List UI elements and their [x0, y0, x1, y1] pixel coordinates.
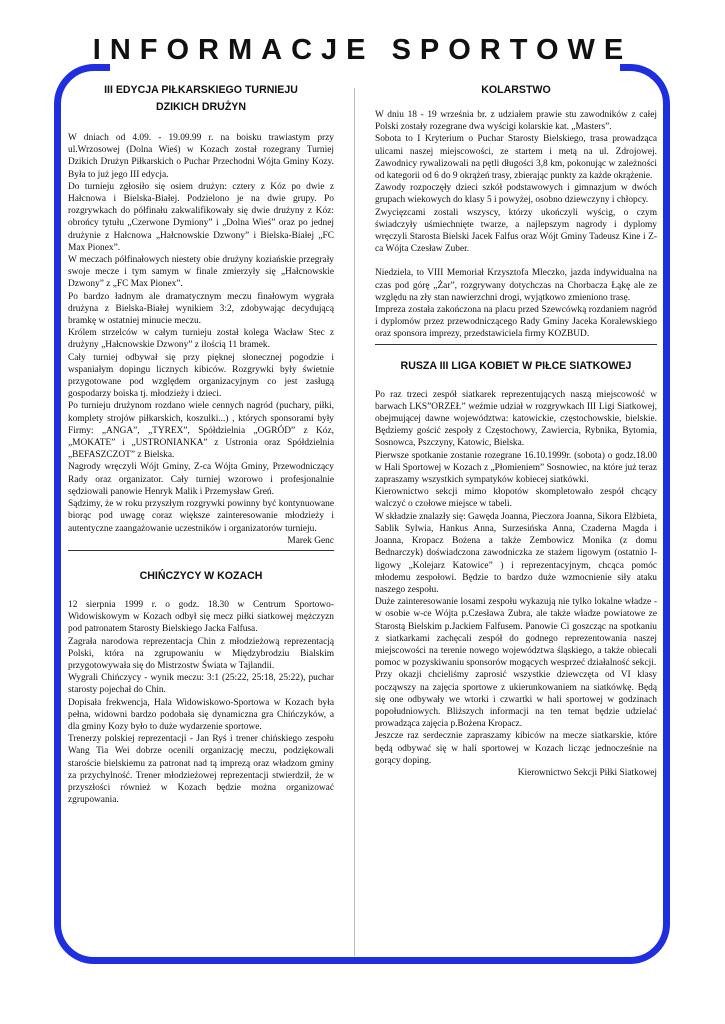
- article-heading: RUSZA III LIGA KOBIET W PIŁCE SIATKOWEJ: [400, 359, 632, 372]
- paragraph: Po raz trzeci zespół siatkarek reprezentujących naszą miejscowość w barwach LKS”ORZEŁ” weźmie udział w rozgrywkach III Ligi Siatkowej, obejmującej dawne województwa: katowickie, częstochowskie, bielskie. Będziemy gościć zespoły z Częstochowy, Zawiercia, Rybnika, Bytomia, Sosnowca, Pszczyny, Katowic, Bielska.: [375, 389, 657, 449]
- paragraph: Po bardzo ładnym ale dramatycznym meczu finałowym wygrała drużyna z Bielska-Białej wynikiem 3:2, zdobywając decydującą bramkę w ostatniej minucie meczu.: [68, 291, 334, 327]
- article-football-tournament: [68, 82, 334, 547]
- paragraph: Jeszcze raz serdecznie zapraszamy kibiców na mecze siatkarskie, które będą odbywać się w hali sportowej w Kozach licząc jednocześnie na gorący doping.: [375, 731, 657, 766]
- paragraph: Kierownictwo sekcji mimo kłopotów skompletowało zespół chcący walczyć o czołowe miejsce w tabeli.: [375, 487, 657, 510]
- paragraph: W dniu 18 - 19 września br. z udziałem prawie stu zawodników z całej Polski zostały rozegrane dwa wyścigi kolarskie kat. „Masters”.: [375, 110, 657, 133]
- paragraph: Przy okazji chcieliśmy zaprosić wszystkie dziewczęta od VI klasy począwszy na zajęcia sportowe z ukierunkowaniem na siatkówkę. Będą się one odbywały we wtorki i czwartki w hali sportowej w godzinach popołudniowych. Bliższych informacji na ten temat będzie udzielać prowadząca zajęcia p.Bożena Kropacz.: [375, 670, 657, 730]
- article-womens-volleyball: [375, 358, 657, 780]
- paragraph: Niedziela, to VIII Memoriał Krzysztofa Mleczko, jazda indywidualna na czas pod górę „Żar”, rozgrywany dotychczas na Chorbacza Łąkę ale ze względu na zły stan nawierzchni drogi, wyjątkowo zmieniono trasę.: [375, 268, 657, 303]
- paragraph: 12 sierpnia 1999 r. o godz. 18.30 w Centrum Sportowo-Widowiskowym w Kozach odbył się mecz piłki siatkowej mężczyzn pod patronatem Starosty Bielskiego Jacka Falfusa.: [68, 599, 334, 635]
- page-title: INFORMACJE SPORTOWE: [92, 34, 633, 66]
- article-cycling: [375, 82, 657, 341]
- left-column: [68, 82, 334, 806]
- article-heading: CHIŃCZYCY W KOZACH: [139, 569, 263, 582]
- spacer: [375, 99, 657, 109]
- column-divider: [354, 88, 355, 956]
- article-heading: [68, 82, 334, 116]
- spacer: [68, 585, 334, 599]
- paragraph: Zwycięzcami zostali wszyscy, którzy ukończyli wyścig, o czym świadczyły uśmiechnięte twarze, a najlepszym nagrody i dyplomy wręczyli Starosta Bielski Jacek Falfus oraz Wójt Gminy Tadeusz Kine i Z-ca Wójta Czesław Zuber.: [375, 207, 657, 255]
- article-signature: Kierownictwo Sekcji Piłki Siatkowej: [517, 767, 657, 778]
- paragraph: Pierwsze spotkanie zostanie rozegrane 16.10.1999r. (sobota) o godz.18.00 w Hali Sportowej w Kozach z „Płomieniem” Sosnowiec, na które już teraz zapraszamy wszystkich sympatyków kobiecej siatkówki.: [375, 450, 657, 486]
- spacer: [375, 348, 657, 358]
- article-separator: [375, 344, 657, 345]
- heading-line-2: DZIKICH DRUŻYN: [155, 101, 247, 113]
- article-signature: Marek Genc: [287, 535, 334, 546]
- paragraph: W składzie znalazły się: Gawęda Joanna, Pieczora Joanna, Sikora Elżbieta, Sablik Sylwia, Hankus Anna, Surzesińska Anna, Czaderna Magda i Joanna, Kropacz Bożena a także Zembowicz Monika (z domu Bednarczyk) doświadczona zawodniczka ze stażem ligowym (ostatnio I-ligowy „Kolejarz Katowice” ) i reprezentacyjnym, chcąca pomóc młodemu zespołowi. Będzie to bardzo duże wzmocnienie siły ataku naszego zespołu.: [375, 511, 658, 595]
- paragraph: Impreza została zakończona na placu przed Szewcówką rozdaniem nagród i dyplomów przez przewodniczącego Rady Gminy Jaceka Koralewskiego oraz sponsora imprezy, przedstawiciela firmy KOZBUD.: [375, 305, 657, 340]
- paragraph: Duże zainteresowanie losami zespołu wykazują nie tylko lokalne władze - w osobie w-ce Wójta p.Czesława Zubra, ale także władze powiatowe ze Starostą Bielskim p.Jackiem Falfusem. Panowie Ci goszcząc na spotkaniu z siatkarkami zachęcali zespół do godnego reprezentowania naszej miejscowości na terenie nowego województwa śląskiego, a także obiecali pomoc w pozyskiwaniu sponsorów mogących wesprzeć działalność sekcji.: [375, 597, 657, 669]
- spacer: [68, 116, 334, 132]
- article-separator: [68, 550, 334, 551]
- paragraph: Cały turniej odbywał się przy pięknej słonecznej pogodzie i wspaniałym dopingu licznych kibiców. Rozgrywki były świetnie przygotowane pod względem organizacyjnym co jest zasługą gospodarzy boiska tj. młodzieży i dzieci.: [68, 352, 334, 400]
- paragraph: Zagrała narodowa reprezentacja Chin z młodzieżową reprezentacją Polski, która na zgrupowaniu w Międzybrodziu Bialskim przygotowywała się do Mistrzostw Świata w Tajlandii.: [68, 636, 334, 671]
- paragraph: Dopisała frekwencja, Hala Widowiskowo-Sportowa w Kozach była pełna, widowni bardzo podobała się dynamiczna gra Chińczyków, a dla gminy Kozy było to duże wydarzenie sportowe.: [68, 697, 334, 732]
- heading-line-1: III EDYCJA PIŁKARSKIEGO TURNIEJU: [104, 84, 298, 96]
- spacer: [375, 255, 657, 267]
- paragraph: W dniach od 4.09. - 19.09.99 r. na boisku trawiastym przy ul.Wrzosowej (Dolna Wieś) w Kozach został rozegrany Turniej Dzikich Drużyn Piłkarskich o Puchar Przechodni Wójta Gminy Kozy. Była to już jego III edycja.: [68, 133, 334, 180]
- paragraph: W meczach półfinałowych niestety obie drużyny koziańskie przegrały swoje mecze i tym samym w finale zmierzyły się „Hałcnowskie Dzwony” z „FC Max Pionex”.: [68, 255, 334, 290]
- article-chinese-volleyball: [68, 568, 334, 806]
- paragraph: Zawody rozpoczęły dzieci szkół podstawowych i gimnazjum w dwóch grupach wiekowych do klasy 5 i powyżej, osobno dziewczyny i chłopcy.: [375, 183, 657, 206]
- spacer: [375, 375, 657, 389]
- right-column: [375, 82, 657, 779]
- paragraph: Nagrody wręczyli Wójt Gminy, Z-ca Wójta Gminy, Przewodniczący Rady oraz organizator. Cały turniej wzorowo i profesjonalnie sędziowali panowie Henryk Malik i Przemysław Greń.: [68, 462, 334, 497]
- paragraph: Sobota to I Kryterium o Puchar Starosty Bielskiego, trasa prowadząca ulicami naszej miejscowości, ze startem i metą na ul. Zdrojowej. Zawodnicy rywalizowali na pętli długości 3,8 km, pokonując w zależności od kategorii od 6 do 9 okrążeń trasy, zbierając punkty za każde okrążenie.: [375, 134, 657, 182]
- paragraph: Trenerzy polskiej reprezentacji - Jan Ryś i trener chińskiego zespołu Wang Tia Wei dobrze ocenili organizację meczu, podziękowali staroście bielskiemu za patronat nad tą imprezą oraz władzom gminy za przychylność. Trener młodzieżowej reprezentacji stwierdził, że w przyszłości również w Kozach będzie można organizować zgrupowania.: [68, 734, 334, 806]
- article-heading: KOLARSTWO: [481, 84, 551, 96]
- paragraph: Sądzimy, że w roku przyszłym rozgrywki powinny być kontynuowane biorąc pod uwagę coraz większe zainteresowanie młodzieży i autentyczne zaangażowanie uczestników i organizatorów turnieju.: [68, 499, 334, 534]
- spacer: [68, 554, 334, 568]
- paragraph: Królem strzelców w całym turnieju został kolega Wacław Stec z drużyny „Hałcnowskie Dzwony” z ilością 11 bramek.: [68, 328, 334, 351]
- paragraph: Po turnieju drużynom rozdano wiele cennych nagród (puchary, piłki, komplety strojów piłkarskich, koszulki...) , których sponsorami były Firmy: „ANGA”, „TYREX”, Spółdzielnia „OGRÓD” z Kóz, „MOKATE” i „USTRONIANKA” z Ustronia oraz Spółdzielnia „BEFASZCZOT” z Bielska.: [68, 401, 334, 461]
- paragraph: Wygrali Chińczycy - wynik meczu: 3:1 (25:22, 25:18, 25:22), puchar starosty pojechał do Chin.: [68, 673, 334, 696]
- paragraph: Do turnieju zgłosiło się osiem drużyn: cztery z Kóz po dwie z Hałcnowa i Bielska-Białej. Podzielono je na dwie grupy. Po rozgrywkach do półfinału zakwalifikowały się dwie drużyny z Kóz: obrońcy tytułu „Czerwone Dymiony” i „Dolna Wieś” oraz po jednej drużynie z Hałcnowa „Hałcnowskie Dzwony” i Bielska-Białej „FC Max Pionex”.: [68, 181, 334, 253]
